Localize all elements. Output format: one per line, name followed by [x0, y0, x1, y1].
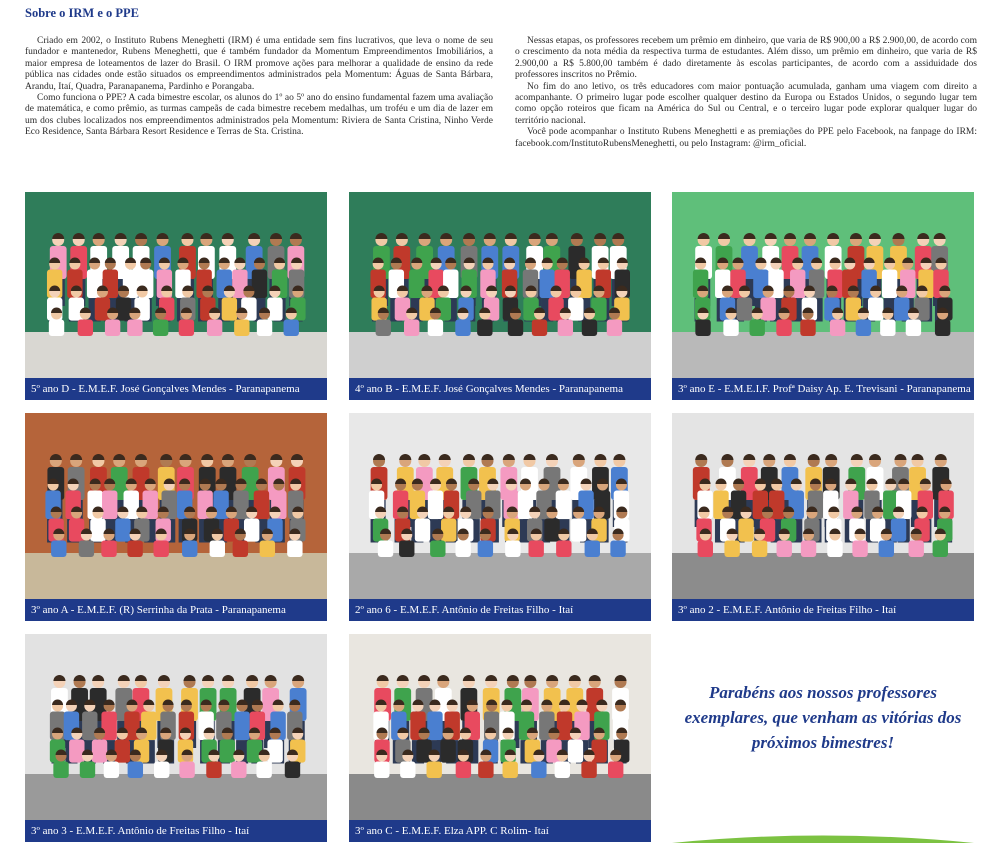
- class-photo: [25, 413, 327, 621]
- class-photo-image: [25, 634, 327, 820]
- right-text-column: [515, 36, 977, 150]
- class-photo-image: [672, 413, 974, 599]
- class-photo: [672, 413, 974, 621]
- photo-caption: 3º ano 2 - E.M.E.F. Antônio de Freitas Filho - Itaí: [672, 599, 974, 621]
- photo-caption: 3º ano E - E.M.E.I.F. Profª Daisy Ap. E. Trevisani - Paranapanema: [672, 378, 974, 400]
- decorative-swoosh: [672, 832, 974, 843]
- photo-caption: 3º ano C - E.M.E.F. Elza APP. C Rolim- Itaí: [349, 820, 651, 842]
- class-photo-image: [672, 192, 974, 378]
- paragraph: Como funciona o PPE? A cada bimestre escolar, os alunos do 1º ao 5º ano do ensino fundamental fazem uma avaliação de matemática, e como prêmio, as turmas campeãs de cada bimestre recebem medalhas, um troféu e um dia de lazer em um dos clubes localizados nos empreendimentos administrados pela Momentum: Riviera de Santa Cristina, Ninho Verde Eco Residence, Santa Bárbara Resort Residence e Terras de Sta. Cristina.: [25, 93, 493, 138]
- photo-caption: 5º ano D - E.M.E.F. José Gonçalves Mendes - Paranapanema: [25, 378, 327, 400]
- class-photo: [25, 192, 327, 400]
- class-photo-image: [349, 192, 651, 378]
- class-photo-image: [25, 413, 327, 599]
- paragraph: No fim do ano letivo, os três educadores com maior pontuação acumulada, ganham uma viagem com direito a acompanhante. O primeiro lugar pode escolher qualquer destino da Europa ou Estados Unidos, o segundo lugar tem como opção roteiros que ficam na América do Sul ou Central, e o terceiro lugar pode explorar qualquer lugar do território nacional.: [515, 81, 977, 126]
- class-photo-image: [349, 413, 651, 599]
- photo-caption: 3º ano 3 - E.M.E.F. Antônio de Freitas Filho - Itaí: [25, 820, 327, 842]
- class-photo-image: [349, 634, 651, 820]
- class-photo: [672, 192, 974, 400]
- class-photo: [349, 413, 651, 621]
- paragraph: Nessas etapas, os professores recebem um prêmio em dinheiro, que varia de R$ 900,00 a R$ 2.900,00, de acordo com o crescimento da nota média da respectiva turma de estudantes. Além disso, um prêmio em dinheiro, que varia de R$ 2.900,00 a R$ 5.800,00 também é dado diretamente às escolas participantes, de acordo com a assiduidade dos professores inscritos no Prêmio.: [515, 36, 977, 81]
- photo-caption: 2º ano 6 - E.M.E.F. Antônio de Freitas Filho - Itaí: [349, 599, 651, 621]
- paragraph: Você pode acompanhar o Instituto Rubens Meneghetti e as premiações do PPE pelo Facebook, na fanpage do IRM: facebook.com/InstitutoRubensMeneghetti, ou pelo Instagram: @irm_oficial.: [515, 127, 977, 149]
- congratulations-message: Parabéns aos nossos professores exemplares, que venham as vitórias dos próximos bimestres!: [684, 683, 962, 752]
- photo-caption: 3º ano A - E.M.E.F. (R) Serrinha da Prata - Paranapanema: [25, 599, 327, 621]
- section-heading: Sobre o IRM e o PPE: [25, 6, 139, 20]
- class-photo: [349, 192, 651, 400]
- paragraph: Criado em 2002, o Instituto Rubens Meneghetti (IRM) é uma entidade sem fins lucrativos, que leva o nome de seu fundador e mantenedor, Rubens Meneghetti, que é também fundador da Momentum Empreendimentos Imobiliários, a maior empresa de loteamentos de lazer do Brasil. O IRM promove ações para melhorar a qualidade de ensino da rede pública nas cidades onde estão situados os empreendimentos administrados pela Momentum: Águas de Santa Bárbara, Arandu, Itaí, Quadra, Paranapanema, Pardinho e Porangaba.: [25, 36, 493, 92]
- left-text-column: [25, 36, 493, 139]
- photo-caption: 4º ano B - E.M.E.F. José Gonçalves Mendes - Paranapanema: [349, 378, 651, 400]
- class-photo: [349, 634, 651, 842]
- class-photo: [25, 634, 327, 842]
- class-photo-image: [25, 192, 327, 378]
